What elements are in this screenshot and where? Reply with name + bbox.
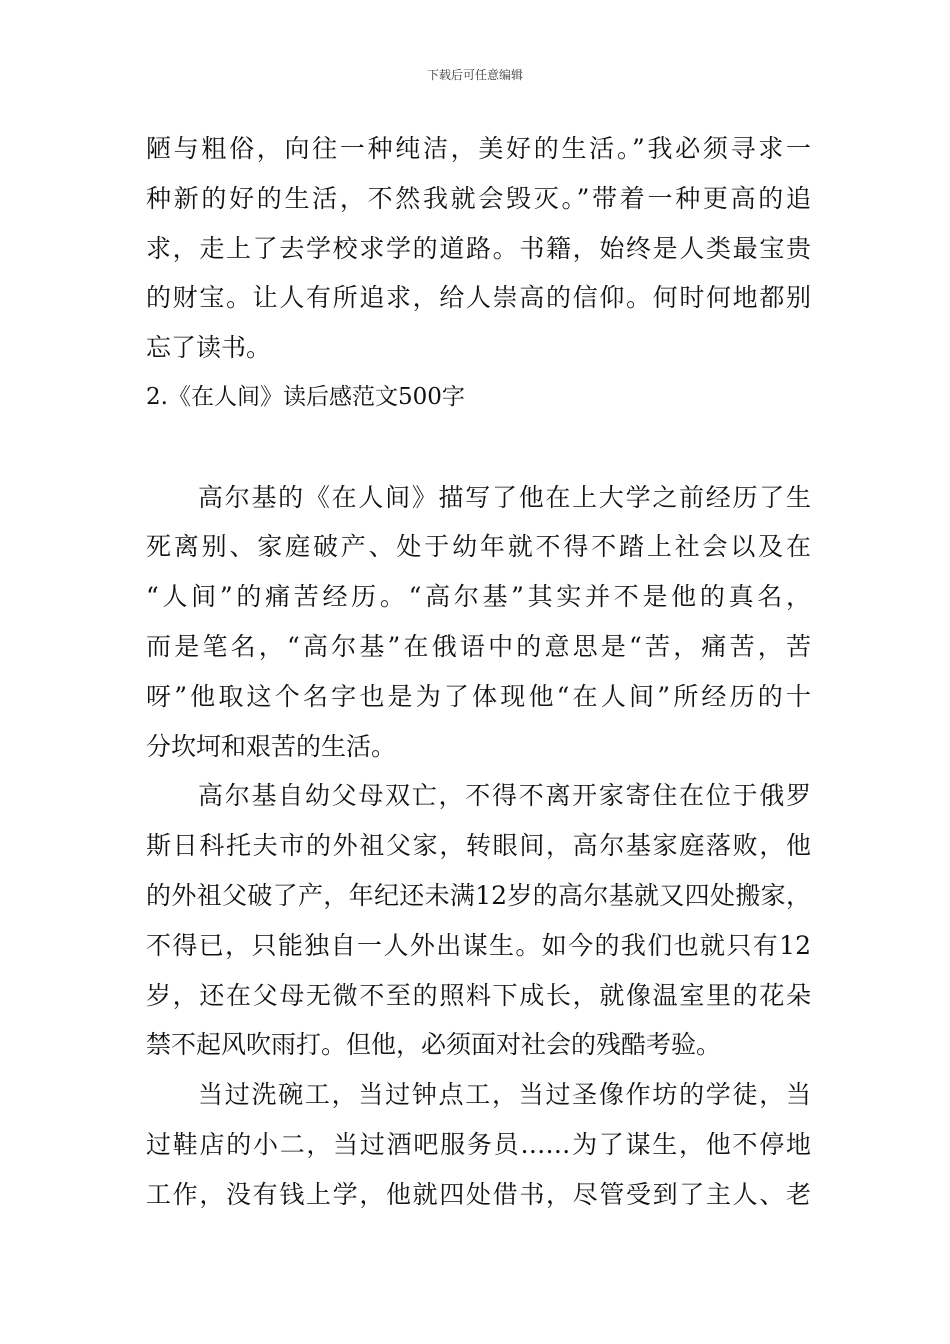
page-header: 下载后可任意编辑 — [426, 68, 523, 82]
text-line: 求，走上了去学校求学的道路。书籍，始终是人类最宝贵 — [146, 233, 811, 263]
text-line: 高尔基的《在人间》描写了他在上大学之前经历了生 — [198, 482, 811, 512]
section1-paragraph — [146, 124, 811, 373]
text-line: 当过洗碗工，当过钟点工，当过圣像作坊的学徒，当 — [198, 1080, 811, 1110]
document-body — [146, 124, 811, 1220]
text-line: 陋与粗俗，向往一种纯洁，美好的生活。”我必须寻求一 — [146, 134, 811, 163]
text-line: 忘了读书。 — [146, 333, 272, 363]
text-line: 的财宝。让人有所追求，给人崇高的信仰。何时何地都别 — [146, 283, 811, 313]
text-line: “人间”的痛苦经历。“高尔基”其实并不是他的真名， — [146, 582, 811, 612]
text-line: 种新的好的生活，不然我就会毁灭。”带着一种更高的追 — [146, 183, 811, 213]
paragraph-2 — [146, 771, 811, 1070]
text-line: 岁，还在父母无微不至的照料下成长，就像温室里的花朵 — [146, 980, 811, 1010]
text-line: 禁不起风吹雨打。但他，必须面对社会的残酷考验。 — [146, 1030, 722, 1060]
paragraph-3 — [146, 1070, 811, 1219]
text-line: 工作，没有钱上学，他就四处借书，尽管受到了主人、老 — [146, 1179, 811, 1209]
blank-line — [146, 423, 811, 473]
text-line: 斯日科托夫市的外祖父家，转眼间，高尔基家庭落败，他 — [146, 831, 811, 861]
text-line: 呀”他取这个名字也是为了体现他“在人间”所经历的十 — [146, 681, 811, 711]
text-line: 的外祖父破了产，年纪还未满12岁的高尔基就又四处搬家， — [146, 880, 811, 910]
section-heading: 2.《在人间》读后感范文500字 — [146, 383, 465, 410]
paragraph-1 — [146, 473, 811, 772]
text-line: 高尔基自幼父母双亡，不得不离开家寄住在位于俄罗 — [198, 781, 811, 811]
text-line: 过鞋店的小二，当过酒吧服务员……为了谋生，他不停地 — [146, 1129, 811, 1159]
text-line: 而是笔名，“高尔基”在俄语中的意思是“苦，痛苦，苦 — [146, 631, 811, 661]
text-line: 分坎坷和艰苦的生活。 — [146, 731, 397, 761]
text-line: 死离别、家庭破产、处于幼年就不得不踏上社会以及在 — [146, 532, 811, 562]
text-line: 不得已，只能独自一人外出谋生。如今的我们也就只有12 — [146, 930, 811, 960]
